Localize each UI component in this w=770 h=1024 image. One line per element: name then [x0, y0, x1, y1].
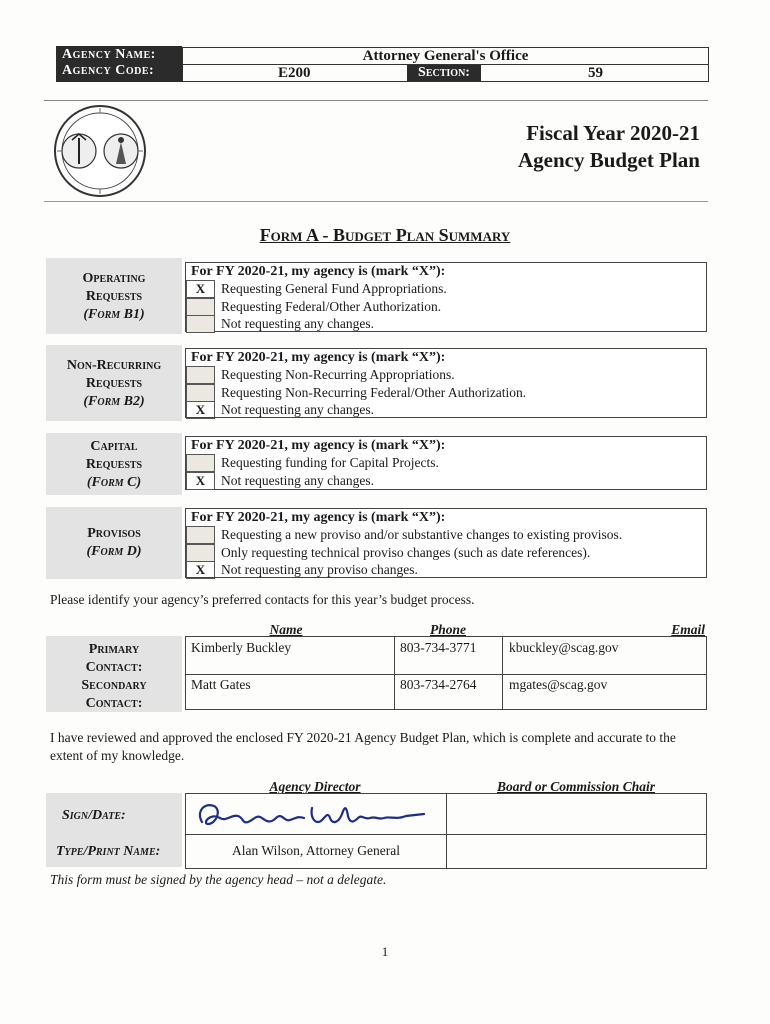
checkbox[interactable]: X — [186, 472, 215, 490]
form-title-text: Form A - Budget Plan Summary — [259, 225, 511, 245]
contacts-col-name: Name — [269, 622, 303, 637]
primary-contact-label: Primary Contact: — [85, 642, 143, 675]
plan-title — [440, 120, 700, 174]
option-text: Not requesting any changes. — [221, 316, 374, 331]
agency-code-label: Agency Code: — [62, 63, 155, 78]
secondary-contact-email: mgates@scag.gov — [509, 677, 608, 692]
primary-contact-name: Kimberly Buckley — [191, 640, 292, 655]
primary-contact-phone: 803-734-3771 — [400, 640, 477, 655]
checkbox[interactable] — [186, 384, 215, 402]
certification-text: I have reviewed and approved the enclosed FY 2020-21 Agency Budget Plan, which is complete and accurate to the extent of my knowledge. — [50, 730, 676, 763]
option-text: Not requesting any changes. — [221, 402, 374, 417]
contacts-intro: Please identify your agency’s preferred contacts for this year’s budget process. — [50, 592, 475, 607]
checkbox[interactable] — [186, 366, 215, 384]
agency-code-value: E200 — [278, 65, 311, 81]
signature-table — [185, 793, 707, 869]
option-text: Requesting Non-Recurring Federal/Other Authorization. — [221, 385, 527, 400]
secondary-contact-name: Matt Gates — [191, 677, 251, 692]
question-text: For FY 2020-21, my agency is (mark “X”): — [191, 510, 446, 525]
label-line: Provisos — [87, 526, 141, 541]
contacts-col-divider — [502, 637, 503, 709]
secondary-contact-phone: 803-734-2764 — [400, 677, 477, 692]
agency-info-box — [182, 47, 709, 82]
signature-labels — [46, 793, 182, 867]
label-line: (Form C) — [86, 475, 142, 490]
checkbox[interactable] — [186, 298, 215, 316]
contacts-col-divider — [394, 637, 395, 709]
question-text: For FY 2020-21, my agency is (mark “X”): — [191, 438, 446, 453]
label-line: Capital — [90, 439, 138, 454]
section-label: Section: — [407, 65, 481, 81]
contacts-col-email: Email — [671, 622, 705, 637]
non-recurring-requests-label — [46, 345, 182, 421]
option-row — [186, 454, 706, 472]
contacts-label — [46, 636, 182, 712]
capital-requests-options — [185, 436, 707, 490]
contacts-col-phone: Phone — [429, 622, 466, 637]
checkbox[interactable] — [186, 526, 215, 544]
state-seal — [52, 104, 148, 198]
agency-director-header: Agency Director — [269, 779, 361, 794]
agency-name-value: Attorney General's Office — [362, 48, 529, 64]
checkbox[interactable]: X — [186, 401, 215, 419]
secondary-contact-label: Secondary Contact: — [81, 678, 147, 711]
option-text: Not requesting any changes. — [221, 473, 374, 488]
signature-col-divider — [446, 794, 447, 868]
checkbox[interactable] — [186, 454, 215, 472]
primary-contact-email: kbuckley@scag.gov — [509, 640, 619, 655]
capital-requests-label — [46, 433, 182, 495]
option-row — [186, 280, 706, 298]
checkbox[interactable] — [186, 315, 215, 333]
question-text: For FY 2020-21, my agency is (mark “X”): — [191, 350, 446, 365]
director-printed-name: Alan Wilson, Attorney General — [232, 843, 400, 858]
label-line: Operating — [82, 271, 146, 286]
board-chair-header: Board or Commission Chair — [497, 779, 655, 794]
section-value: 59 — [588, 65, 603, 81]
question-text: For FY 2020-21, my agency is (mark “X”): — [191, 264, 446, 279]
option-text: Requesting Non-Recurring Appropriations. — [221, 367, 455, 382]
label-line: (Form B2) — [83, 394, 145, 409]
signature-footnote: This form must be signed by the agency head – not a delegate. — [50, 872, 387, 887]
option-text: Not requesting any proviso changes. — [221, 562, 418, 577]
option-text: Requesting General Fund Appropriations. — [221, 281, 447, 296]
label-line: Requests — [85, 457, 143, 472]
plan-title-line2: Agency Budget Plan — [517, 148, 700, 172]
provisos-label — [46, 507, 182, 579]
label-line: (Form B1) — [83, 307, 145, 322]
plan-title-line1: Fiscal Year 2020-21 — [526, 121, 700, 145]
checkbox[interactable]: X — [186, 561, 215, 579]
option-text: Only requesting technical proviso changes (such as date references). — [221, 545, 591, 560]
contacts-row-divider — [186, 674, 706, 675]
label-line: Non-Recurring — [66, 358, 162, 373]
director-signature — [192, 794, 442, 834]
option-row — [186, 315, 706, 333]
header-rule-top — [44, 100, 708, 101]
form-title — [0, 225, 770, 246]
option-row — [186, 561, 706, 579]
agency-name-label: Agency Name: — [62, 47, 156, 62]
option-row — [186, 401, 706, 419]
option-row — [186, 472, 706, 490]
operating-requests-label — [46, 258, 182, 334]
header-rule-bottom — [44, 201, 708, 202]
option-row — [186, 526, 706, 544]
agency-label-block — [56, 46, 182, 82]
label-line: Requests — [85, 289, 143, 304]
operating-requests-options — [185, 262, 707, 332]
label-line: (Form D) — [86, 544, 142, 559]
option-text: Requesting a new proviso and/or substantive changes to existing provisos. — [221, 527, 623, 542]
type-print-name-label: Type/Print Name: — [56, 844, 161, 859]
checkbox[interactable] — [186, 544, 215, 562]
provisos-options — [185, 508, 707, 578]
option-row — [186, 366, 706, 384]
option-row — [186, 384, 706, 402]
option-text: Requesting Federal/Other Authorization. — [221, 299, 442, 314]
contacts-table — [185, 636, 707, 710]
option-row — [186, 544, 706, 562]
checkbox[interactable]: X — [186, 280, 215, 298]
label-line: Requests — [85, 376, 143, 391]
sign-date-label: Sign/Date: — [62, 808, 126, 823]
option-text: Requesting funding for Capital Projects. — [221, 455, 439, 470]
option-row — [186, 298, 706, 316]
non-recurring-requests-options — [185, 348, 707, 418]
page-number: 1 — [381, 944, 389, 959]
